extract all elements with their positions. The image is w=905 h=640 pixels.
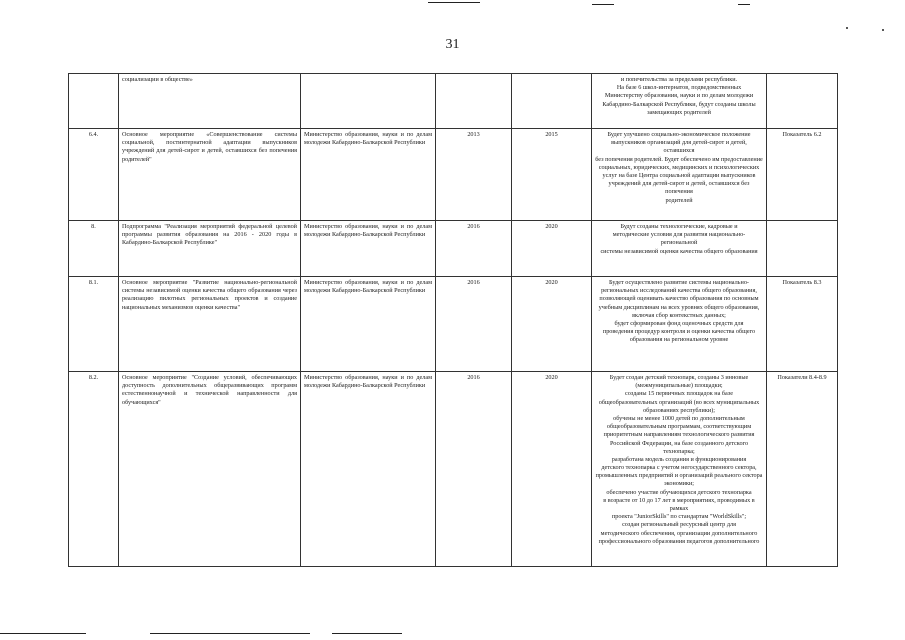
result-line: детского технопарка с учетом негосударственного сектора,: [601, 464, 757, 472]
result-line: методического обеспечения, организации дополнительного: [600, 529, 758, 537]
cell-start: 2016: [436, 221, 512, 277]
result-line: Будет осуществлено развитие системы национально-: [609, 279, 749, 286]
result-line: созданы 15 первичных площадок на базе: [625, 390, 733, 398]
result-line: учреждений для детей-сирот и детей, оставшихся без попечения: [608, 180, 750, 196]
result-line: учебным дисциплинам на всех уровнях общего образования,: [598, 303, 760, 311]
result-line: обеспечено участие обучающихся детского технопарка: [606, 488, 752, 496]
cell-end: 2020: [512, 221, 592, 277]
cell-indicator: Показатель 6.2: [767, 129, 838, 221]
result-line: социальных, юридических, медицинских и психологических: [598, 163, 760, 171]
scan-artifact: [592, 4, 614, 5]
result-line: Кабардино-Балкарской Республики, будут созданы школы: [602, 100, 756, 108]
result-line: позволяющей оценивать качество образования по основным: [599, 295, 759, 303]
cell-name: социализации в обществе»: [119, 74, 301, 129]
cell-indicator: [767, 74, 838, 129]
cell-result: [592, 74, 767, 129]
result-line: проведения процедур контроля и оценки качества общего: [602, 328, 756, 336]
result-line: региональных исследований качества общего образования,: [601, 287, 757, 295]
result-line: профессионального образования педагогов дополнительного: [598, 537, 760, 545]
cell-executor: Министерство образования, науки и по делам молодежи Кабардино-Балкарской Республики: [301, 221, 436, 277]
cell-end: [512, 74, 592, 129]
table-row: [69, 74, 838, 129]
result-line: в возрасте от 10 до 17 лет в мероприятиях, проводимых в рамках: [603, 496, 755, 512]
cell-num: 8.1.: [69, 277, 119, 372]
cell-indicator: Показатель 8.3: [767, 277, 838, 372]
cell-result: [592, 129, 767, 221]
cell-num: 6.4.: [69, 129, 119, 221]
cell-indicator: Показатели 8.4-8.9: [767, 372, 838, 567]
result-line: образованиях республики);: [643, 406, 715, 414]
cell-start: 2016: [436, 277, 512, 372]
scan-artifact: [150, 633, 310, 634]
result-line: экономики;: [664, 480, 694, 488]
scan-artifact: [738, 4, 750, 5]
result-line: (межмуниципальные) площадки;: [635, 382, 723, 390]
result-line: и попечительства за пределами республики.: [620, 76, 738, 83]
result-line: Будет создан детский технопарк, созданы 3 инновые: [609, 374, 749, 381]
scan-artifact: [0, 633, 86, 634]
result-line: выпускников организаций для детей-сирот и детей, оставшихся: [611, 139, 747, 155]
result-line: будет сформирован фонд оценочных средств для: [614, 319, 744, 327]
cell-result: [592, 221, 767, 277]
result-line: услуг на базе Центра социальной адаптации выпускников: [602, 171, 756, 179]
scan-artifact: [846, 27, 848, 29]
result-line: родителей: [665, 196, 693, 204]
cell-executor: Министерство образования, науки и по делам молодежи Кабардино-Балкарской Республики: [301, 277, 436, 372]
table-row: [69, 221, 838, 277]
cell-result: [592, 277, 767, 372]
result-line: обучены не менее 1000 детей по дополнительным: [613, 414, 745, 422]
result-line: Будут созданы технологические, кадровые и: [620, 223, 738, 230]
result-line: Министерству образования, науки и по делам молодежи: [604, 92, 754, 100]
result-line: общеобразовательных организаций (во всех муниципальных: [598, 398, 760, 406]
result-line: проекта "JuniorSkills" по стандартам "WorldSkills";: [611, 513, 747, 521]
result-line: Будет улучшено социально-экономическое положение: [607, 131, 751, 138]
cell-name: Основное мероприятие «Совершенствование системы социальной, постинтернатной адаптации выпускников учреждений для детей-сирот и детей, оставшихся без попечения родителей": [119, 129, 301, 221]
result-line: образования на региональном уровне: [629, 336, 729, 344]
result-line: На базе 6 школ-интернатов, подведомственных: [616, 84, 742, 92]
cell-end: 2020: [512, 372, 592, 567]
scan-artifact: [428, 2, 480, 3]
cell-name: Основное мероприятие "Создание условий, обеспечивающих доступность дополнительных общеразвивающих программ естественнонаучной и технической направленности для обучающихся": [119, 372, 301, 567]
result-line: замещающих родителей: [647, 108, 711, 116]
cell-start: 2016: [436, 372, 512, 567]
cell-end: 2015: [512, 129, 592, 221]
cell-num: 8.: [69, 221, 119, 277]
result-line: промышленных предприятий и организаций реального сектора: [595, 472, 763, 480]
cell-name: Основное мероприятие "Развитие национально-региональной системы независимой оценки качества общего образования через реализацию пилотных региональных проектов и создание национальных механизмов оценки качества": [119, 277, 301, 372]
cell-executor: Министерство образования, науки и по делам молодежи Кабардино-Балкарской Республики: [301, 372, 436, 567]
cell-indicator: [767, 221, 838, 277]
cell-name: Подпрограмма "Реализация мероприятий федеральной целевой программы развития образования на 2016 - 2020 годы в Кабардино-Балкарской Республике": [119, 221, 301, 277]
cell-end: 2020: [512, 277, 592, 372]
result-line: разработана модель создания и функционирования: [611, 455, 747, 463]
result-line: общеобразовательным программам, соответствующим: [606, 423, 752, 431]
scan-artifact: [882, 29, 884, 31]
cell-num: [69, 74, 119, 129]
result-line: включая сбор контекстных данных;: [632, 311, 726, 319]
result-line: системы независимой оценки качества общего образования: [600, 247, 758, 255]
scan-artifact: [332, 633, 402, 634]
cell-start: [436, 74, 512, 129]
cell-result: [592, 372, 767, 567]
cell-num: 8.2.: [69, 372, 119, 567]
result-line: приоритетным направлениям технологического развития: [603, 431, 755, 439]
result-line: Российской Федерации, на базе созданного детского технопарка;: [609, 439, 749, 455]
table-row: [69, 372, 838, 567]
cell-executor: [301, 74, 436, 129]
program-table: [68, 73, 838, 567]
cell-executor: Министерство образования, науки и по делам молодежи Кабардино-Балкарской Республики: [301, 129, 436, 221]
result-line: создан региональный ресурсный центр для: [622, 521, 736, 529]
table-row: [69, 129, 838, 221]
result-line: без попечения родителей. Будет обеспечено им предоставление: [595, 155, 763, 163]
page-number: 31: [445, 37, 460, 52]
cell-start: 2013: [436, 129, 512, 221]
result-line: методические условия для развития национально-региональной: [612, 231, 746, 247]
table-row: [69, 277, 838, 372]
